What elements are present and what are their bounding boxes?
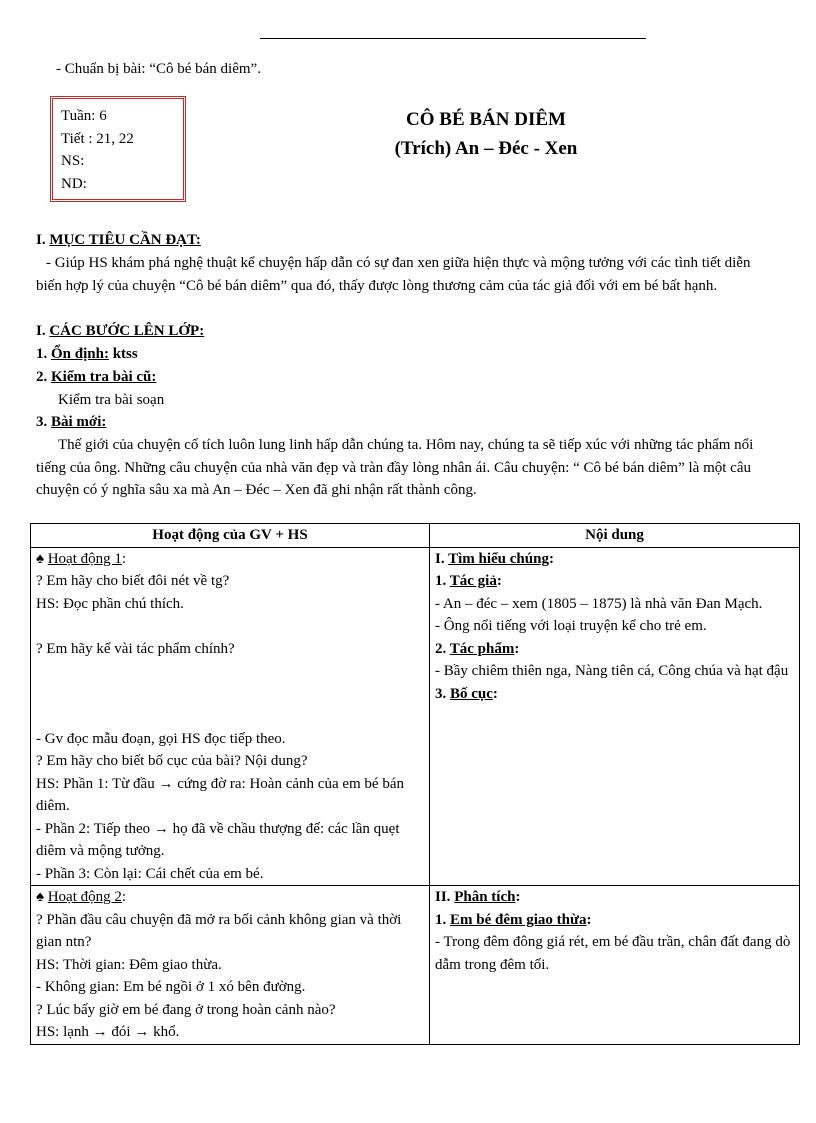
spade-icon: ♠ — [36, 550, 48, 567]
subheading-label: Em bé đêm giao thừa — [450, 911, 587, 928]
subheading-number: 1. — [435, 911, 450, 928]
step-number: 3. — [36, 414, 51, 430]
title-main: CÔ BÉ BÁN DIÊM — [406, 109, 566, 130]
subheading-tail: : — [586, 911, 592, 928]
activity-spacer — [36, 683, 424, 706]
step-title: Ổn định: — [51, 346, 109, 362]
step-number: 2. — [36, 369, 51, 385]
activity-heading-tail: : — [121, 889, 127, 905]
activity-line: - Gv đọc mẫu đoạn, gọi HS đọc tiếp theo. — [36, 730, 286, 747]
content-subheading — [435, 638, 794, 661]
step-3 — [36, 411, 106, 434]
content-heading — [435, 886, 794, 909]
activity-line: - Không gian: Em bé ngồi ở 1 xó bên đường. — [36, 979, 306, 995]
activity-line: HS: Đọc phần chú thích. — [36, 595, 184, 612]
spade-icon: ♠ — [36, 889, 48, 905]
activity-heading — [36, 886, 424, 909]
teach-date-label: ND: — [61, 175, 87, 192]
section-number: I. — [36, 323, 50, 339]
activity-cell — [31, 547, 430, 886]
content-cell — [430, 886, 800, 1045]
activity-heading-label: Hoạt động 2 — [47, 889, 122, 905]
content-line: - Bầy chiêm thiên nga, Nàng tiên cá, Công chúa và hạt đậu — [435, 663, 789, 679]
step-2 — [36, 366, 156, 389]
step-tail: ktss — [108, 346, 138, 362]
activity-line: ? Lúc bấy giờ em bé đang ở trong hoàn cảnh nào? — [36, 1001, 336, 1018]
lesson-info-box — [50, 96, 186, 202]
activity-spacer — [36, 705, 424, 728]
section-title: MỤC TIÊU CẦN ĐẠT: — [49, 232, 201, 248]
subheading-tail: : — [514, 640, 520, 657]
section-title: CÁC BƯỚC LÊN LỚP: — [49, 323, 205, 339]
content-heading-number: II. — [435, 889, 455, 905]
content-cell — [430, 547, 800, 886]
activity-line: ? Em hãy cho biết đôi nét về tg? — [36, 573, 230, 589]
content-heading-tail: : — [515, 889, 521, 905]
activity-cell — [31, 886, 430, 1045]
step-title: Bài mới: — [51, 414, 107, 430]
table-row — [31, 886, 800, 1045]
content-line: - An – đéc – xem (1805 – 1875) là nhà văn Đan Mạch. — [435, 595, 763, 612]
step-number: 1. — [36, 346, 51, 362]
subheading-label: Tác giả — [449, 573, 497, 589]
step-title: Kiểm tra bài cũ: — [51, 369, 157, 385]
content-heading-label: Tìm hiểu chúng — [448, 550, 549, 567]
subheading-tail: : — [492, 685, 498, 702]
step-2-text: Kiểm tra bài soạn — [58, 392, 165, 408]
activity-line: - Phần 2: Tiếp theo → họ đã về chầu thượng đế: các lần quẹt diêm và mộng tưởng. — [36, 820, 400, 859]
activity-line: HS: lạnh → đói → khổ. — [36, 1024, 180, 1040]
table-header-content: Nội dung — [430, 524, 800, 548]
activity-heading-label: Hoạt động 1 — [47, 550, 122, 567]
content-subheading — [435, 570, 794, 593]
week-label: Tuần: 6 — [61, 108, 107, 124]
activity-line: ? Em hãy cho biết bố cục của bài? Nội dung? — [36, 753, 308, 769]
content-heading-label: Phân tích — [454, 889, 516, 905]
lesson-title — [352, 105, 620, 163]
activity-line: - Phần 3: Còn lại: Cái chết của em bé. — [36, 865, 264, 882]
activity-heading — [36, 548, 424, 571]
section-steps-heading — [36, 320, 204, 343]
preparation-note: - Chuẩn bị bài: “Cô bé bán diêm”. — [56, 61, 261, 77]
content-line: - Ông nổi tiếng với loại truyện kể cho trẻ em. — [435, 618, 707, 634]
subheading-number: 2. — [435, 640, 450, 657]
activity-line: HS: Phần 1: Từ đầu → cứng đờ ra: Hoàn cảnh của em bé bán diêm. — [36, 775, 404, 814]
period-label: Tiết : 21, 22 — [61, 130, 134, 147]
step-1 — [36, 343, 138, 366]
section-number: I. — [36, 232, 50, 248]
subheading-number: 1. — [435, 573, 450, 589]
activity-line: ? Em hãy kể vài tác phẩm chính? — [36, 640, 235, 657]
subheading-number: 3. — [435, 685, 450, 702]
subheading-label: Tác phẩm — [449, 640, 515, 657]
content-heading-tail: : — [548, 550, 554, 567]
objectives-text: - Giúp HS khám phá nghệ thuật kể chuyện hấp dẫn có sự đan xen giữa hiện thực và mộng tưởng với các tình tiết diễn biến hợp lý của chuyện “Cô bé bán diêm” qua đó, thấy được lòng thương cảm của tác giả đối với em bé bất hạnh. — [36, 255, 751, 294]
content-subheading — [435, 683, 794, 706]
table-row — [31, 547, 800, 886]
subheading-label: Bố cục — [450, 685, 493, 702]
table-header-activities: Hoạt động của GV + HS — [31, 524, 430, 548]
activity-table — [30, 523, 800, 1045]
activity-spacer — [36, 660, 424, 683]
activity-line: ? Phần đầu câu chuyện đã mở ra bối cảnh không gian và thời gian ntn? — [36, 911, 402, 950]
subheading-tail: : — [496, 573, 502, 589]
table-header-row — [31, 524, 800, 548]
step-3-text: Thế giới của chuyện cổ tích luôn lung linh hấp dẫn chúng ta. Hôm nay, chúng ta sẽ tiếp xúc với những tác phẩm nổi tiếng của ông. Những câu chuyện của nhà văn đẹp và tràn đầy lòng nhân ái. Câu chuyện: “ Cô bé bán diêm” là một câu chuyện có ý nghĩa sâu xa mà An – Đéc – Xen đã ghi nhận rất thành công. — [36, 437, 754, 498]
prep-date-label: NS: — [61, 153, 85, 169]
content-heading — [435, 548, 794, 571]
header-rule — [260, 38, 646, 39]
section-objectives-heading — [36, 229, 201, 252]
activity-line: HS: Thời gian: Đêm giao thừa. — [36, 956, 222, 973]
activity-spacer — [36, 615, 424, 638]
content-heading-number: I. — [435, 550, 449, 567]
title-author: (Trích) An – Đéc - Xen — [394, 138, 578, 159]
content-line: - Trong đêm đông giá rét, em bé đầu trần, chân đất đang dò dẫm trong đêm tối. — [435, 934, 791, 973]
content-subheading — [435, 909, 794, 932]
activity-heading-tail: : — [121, 550, 127, 567]
